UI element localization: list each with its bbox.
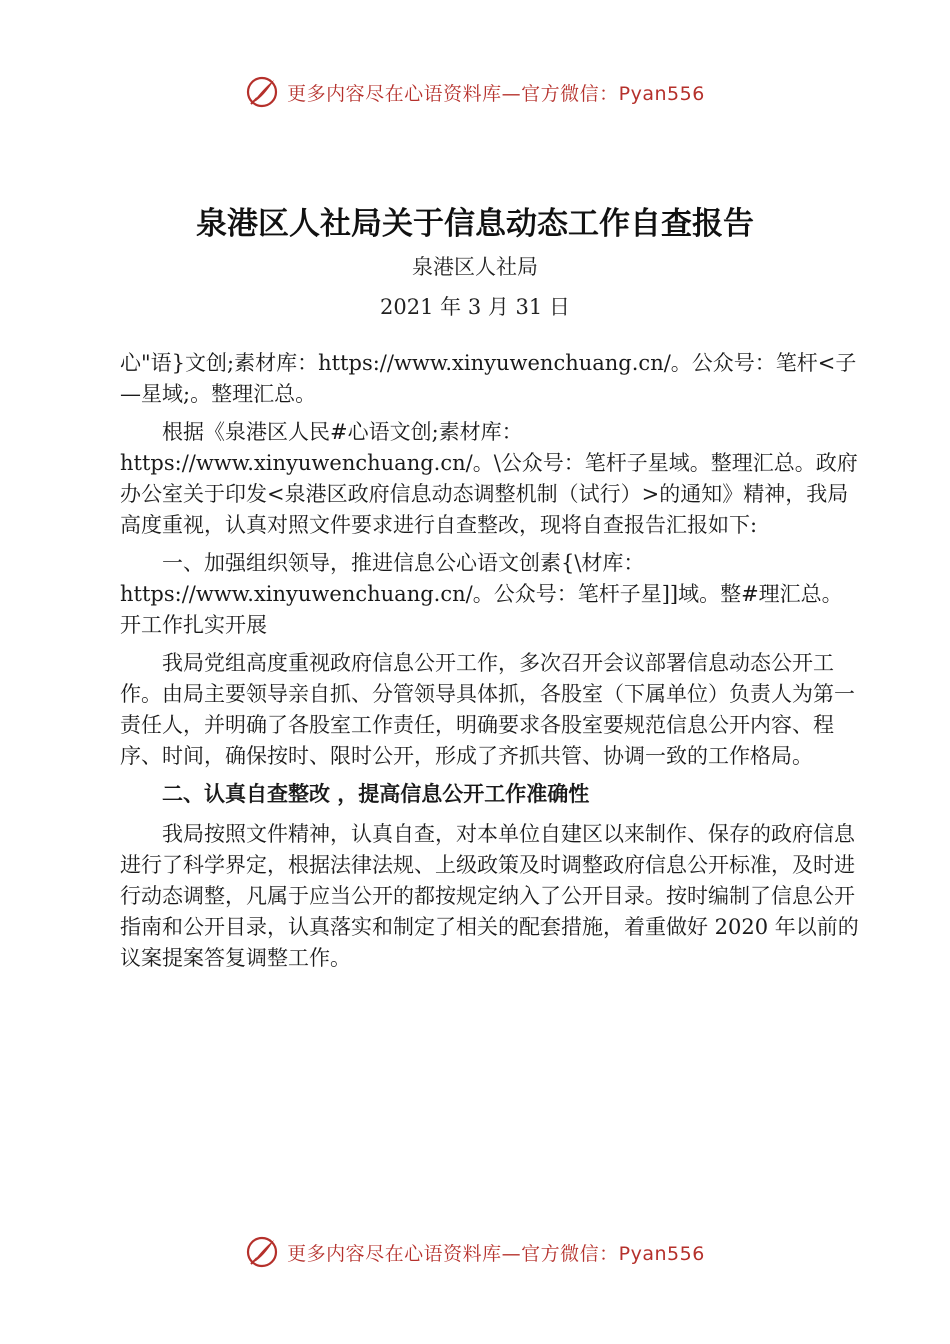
body-paragraph-intro: 根据《泉港区人民#心语文创;素材库：https://www.xinyuwenchuang.cn/。\公众号：笔杆子星域。整理汇总。政府办公室关于印发<泉港区政府信息动态调整机制（试行）>的通知》精神，我局高度重视，认真对照文件要求进行自查整改，现将自查报告汇报如下: bbox=[120, 420, 858, 537]
section-heading-1: 一、加强组织领导，推进信息公心语文创素{\材库：https://www.xinyuwenchuang.cn/。公众号：笔杆子星]]域。整#理汇总。开工作扎实开展 bbox=[120, 551, 843, 637]
document-title: 泉港区人社局关于信息动态工作自查报告 bbox=[196, 206, 754, 242]
section-heading-2: 二、认真自查整改 ，提高信息公开工作准确性 bbox=[162, 782, 590, 806]
document-organization: 泉港区人社局 bbox=[412, 255, 538, 279]
feather-pen-logo-icon bbox=[245, 1235, 279, 1269]
body-paragraph-section-2: 我局按照文件精神，认真自查，对本单位自建区以来制作、保存的政府信息进行了科学界定，根据法律法规、上级政策及时调整政府信息公开标准，及时进行动态调整，凡属于应当公开的都按规定纳入了公开目录。按时编制了信息公开指南和公开目录，认真落实和制定了相关的配套措施，着重做好 2020 年以前的议案提案答复调整工作。 bbox=[120, 822, 859, 970]
document-body bbox=[120, 348, 860, 981]
watermark-paragraph: 心"语}文创;素材库：https://www.xinyuwenchuang.cn/。公众号：笔杆<子—星域;。整理汇总。 bbox=[120, 351, 857, 406]
footer-watermark-banner bbox=[0, 1230, 950, 1274]
document-date: 2021 年 3 月 31 日 bbox=[380, 295, 570, 319]
body-paragraph-section-1: 我局党组高度重视政府信息公开工作，多次召开会议部署信息动态公开工作。由局主要领导亲自抓、分管领导具体抓，各股室（下属单位）负责人为第一责任人，并明确了各股室工作责任，明确要求各股室要规范信息公开内容、程序、时间，确保按时、限时公开，形成了齐抓共管、协调一致的工作格局。 bbox=[120, 651, 855, 768]
header-watermark-banner bbox=[0, 70, 950, 114]
watermark-text: 更多内容尽在心语资料库—官方微信：Pyan556 bbox=[287, 1242, 705, 1265]
watermark-text: 更多内容尽在心语资料库—官方微信：Pyan556 bbox=[287, 82, 705, 105]
feather-pen-logo-icon bbox=[245, 75, 279, 109]
